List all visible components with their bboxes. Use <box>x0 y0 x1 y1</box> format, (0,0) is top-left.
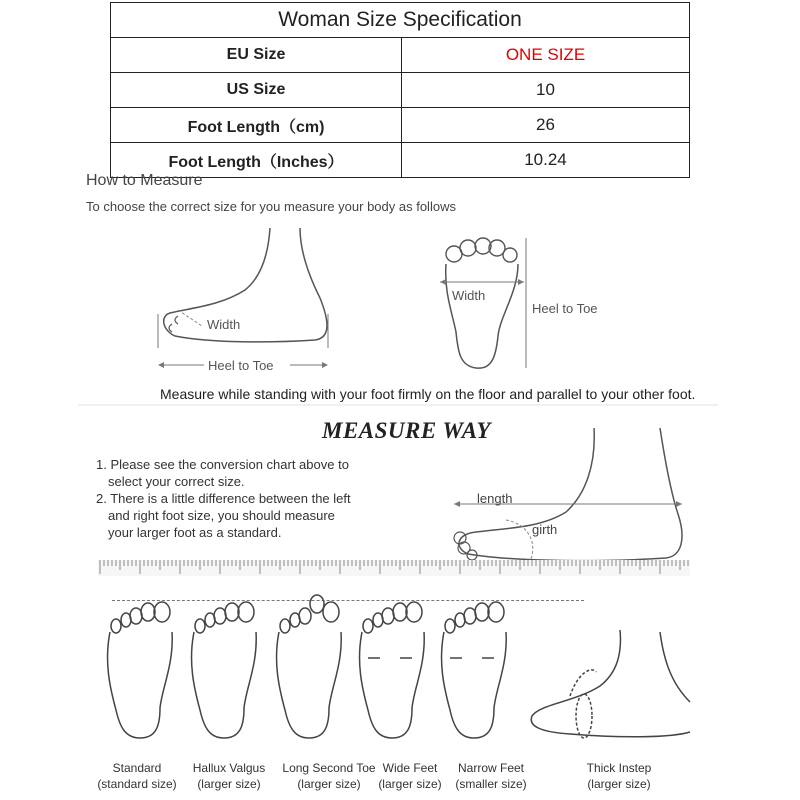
how-to-measure-heading: How to Measure <box>86 172 203 189</box>
section-divider <box>78 404 718 406</box>
foot-type-note: (larger size) <box>197 777 261 791</box>
foot-type-name: Thick Instep <box>586 761 652 775</box>
sole-outline <box>442 602 507 738</box>
instruction-2-line-1: 2. There is a little difference between the left <box>96 491 351 506</box>
thick-instep-foot <box>531 630 690 738</box>
foot-type-name: Standard <box>112 761 162 775</box>
foot-type-note: (larger size) <box>378 777 442 791</box>
table-title: Woman Size Specification <box>111 3 690 38</box>
foot-length-cm-value: 26 <box>402 108 690 143</box>
side-width-label: Width <box>207 317 241 332</box>
foot-length-cm-label: Foot Length（cm) <box>111 108 402 143</box>
foot-type-wide-feet <box>370 760 450 792</box>
foot-type-name: Wide Feet <box>382 761 438 775</box>
side-foot-illustration <box>150 228 340 378</box>
length-label: length <box>477 491 513 506</box>
instruction-1-line-2: select your correct size. <box>108 474 245 489</box>
eu-size-value: ONE SIZE <box>402 38 690 73</box>
foot-type-narrow-feet <box>446 760 536 792</box>
foot-length-inches-value: 10.24 <box>402 143 690 178</box>
foot-type-note: (smaller size) <box>455 777 527 791</box>
table-title-row <box>111 3 690 38</box>
ruler <box>98 560 690 576</box>
foot-type-note: (larger size) <box>587 777 651 791</box>
table-row <box>111 38 690 73</box>
foot-type-note: (standard size) <box>97 777 177 791</box>
us-size-label: US Size <box>111 73 402 108</box>
foot-type-name: Hallux Valgus <box>192 761 266 775</box>
sole-foot-illustration <box>434 232 624 382</box>
sole-outline <box>360 602 425 738</box>
foot-type-note: (larger size) <box>297 777 361 791</box>
sole-length-label: Heel to Toe <box>532 301 598 316</box>
sole-width-label: Width <box>452 288 486 303</box>
how-to-measure-subheading: To choose the correct size for you measure your body as follows <box>86 199 456 214</box>
foot-type-name: Narrow Feet <box>457 761 525 775</box>
sole-outline <box>108 602 173 738</box>
foot-type-name: Long Second Toe <box>282 761 376 775</box>
foot-types-illustration <box>100 592 700 752</box>
foot-type-hallux-valgus <box>184 760 274 792</box>
us-size-value: 10 <box>402 73 690 108</box>
table-row <box>111 73 690 108</box>
measure-instructions <box>96 456 436 541</box>
side-length-label: Heel to Toe <box>208 358 274 373</box>
table-row <box>111 108 690 143</box>
length-girth-illustration <box>446 424 696 570</box>
foot-type-standard <box>92 760 182 792</box>
sole-outline <box>192 602 257 738</box>
instruction-2-line-2: and right foot size, you should measure <box>108 508 335 523</box>
eu-size-label: EU Size <box>111 38 402 73</box>
foot-length-inches-label: Foot Length（Inches） <box>111 143 402 178</box>
foot-type-long-second-toe <box>276 760 382 792</box>
measure-caption: Measure while standing with your foot firmly on the floor and parallel to your other foot. <box>160 386 696 402</box>
size-table <box>110 2 690 178</box>
instruction-2-line-3: your larger foot as a standard. <box>108 525 282 540</box>
measure-way-title: MEASURE WAY <box>322 418 491 443</box>
girth-label: girth <box>532 522 558 537</box>
foot-type-thick-instep <box>574 760 664 792</box>
sole-outline <box>277 595 342 738</box>
instruction-1-line-1: 1. Please see the conversion chart above to <box>96 457 349 472</box>
